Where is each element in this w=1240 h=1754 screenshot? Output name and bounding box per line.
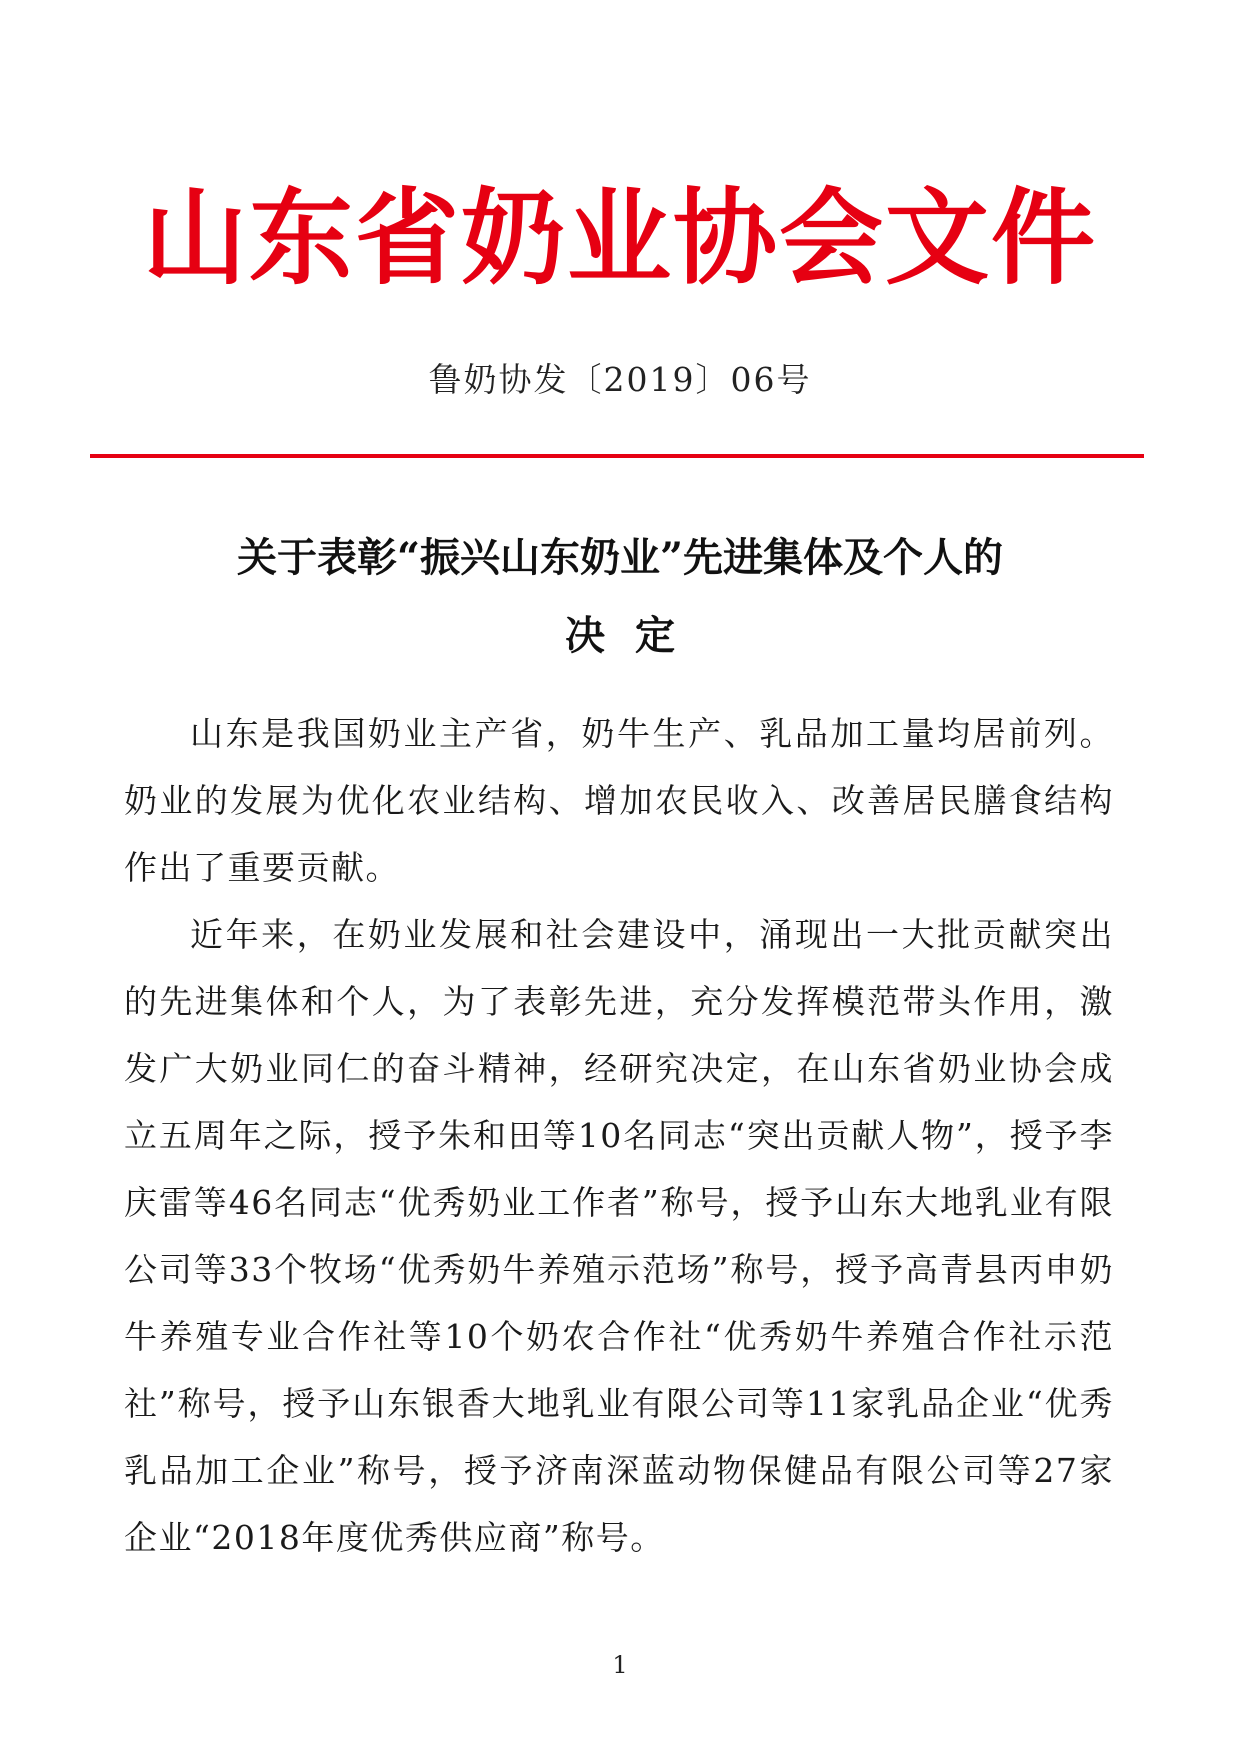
page-number: 1	[612, 1651, 628, 1679]
red-divider-line	[90, 454, 1144, 458]
document-title-line-2: 决定	[565, 612, 705, 659]
document-masthead: 山东省奶业协会文件	[142, 177, 1097, 299]
body-paragraph-2: 近年来，在奶业发展和社会建设中，涌现出一大批贡献突出的先进集体和个人，为了表彰先进，充分发挥模范带头作用，激发广大奶业同仁的奋斗精神，经研究决定，在山东省奶业协会成立五周年之际，授予朱和田等10名同志“突出贡献人物”，授予李庆雷等46名同志“优秀奶业工作者”称号，授予山东大地乳业有限公司等33个牧场“优秀奶牛养殖示范场”称号，授予高青县丙申奶牛养殖专业合作社等10个奶农合作社“优秀奶牛养殖合作社示范社”称号，授予山东银香大地乳业有限公司等11家乳品企业“优秀乳品加工企业”称号，授予济南深蓝动物保健品有限公司等27家企业“2018年度优秀供应商”称号。	[124, 915, 1114, 1557]
document-number: 鲁奶协发〔2019〕06号	[428, 360, 812, 399]
document-title-line-1: 关于表彰“振兴山东奶业”先进集体及个人的	[236, 534, 1003, 581]
document-body	[124, 700, 1114, 1571]
body-paragraph-1: 山东是我国奶业主产省，奶牛生产、乳品加工量均居前列。奶业的发展为优化农业结构、增加农民收入、改善居民膳食结构作出了重要贡献。	[124, 714, 1114, 887]
